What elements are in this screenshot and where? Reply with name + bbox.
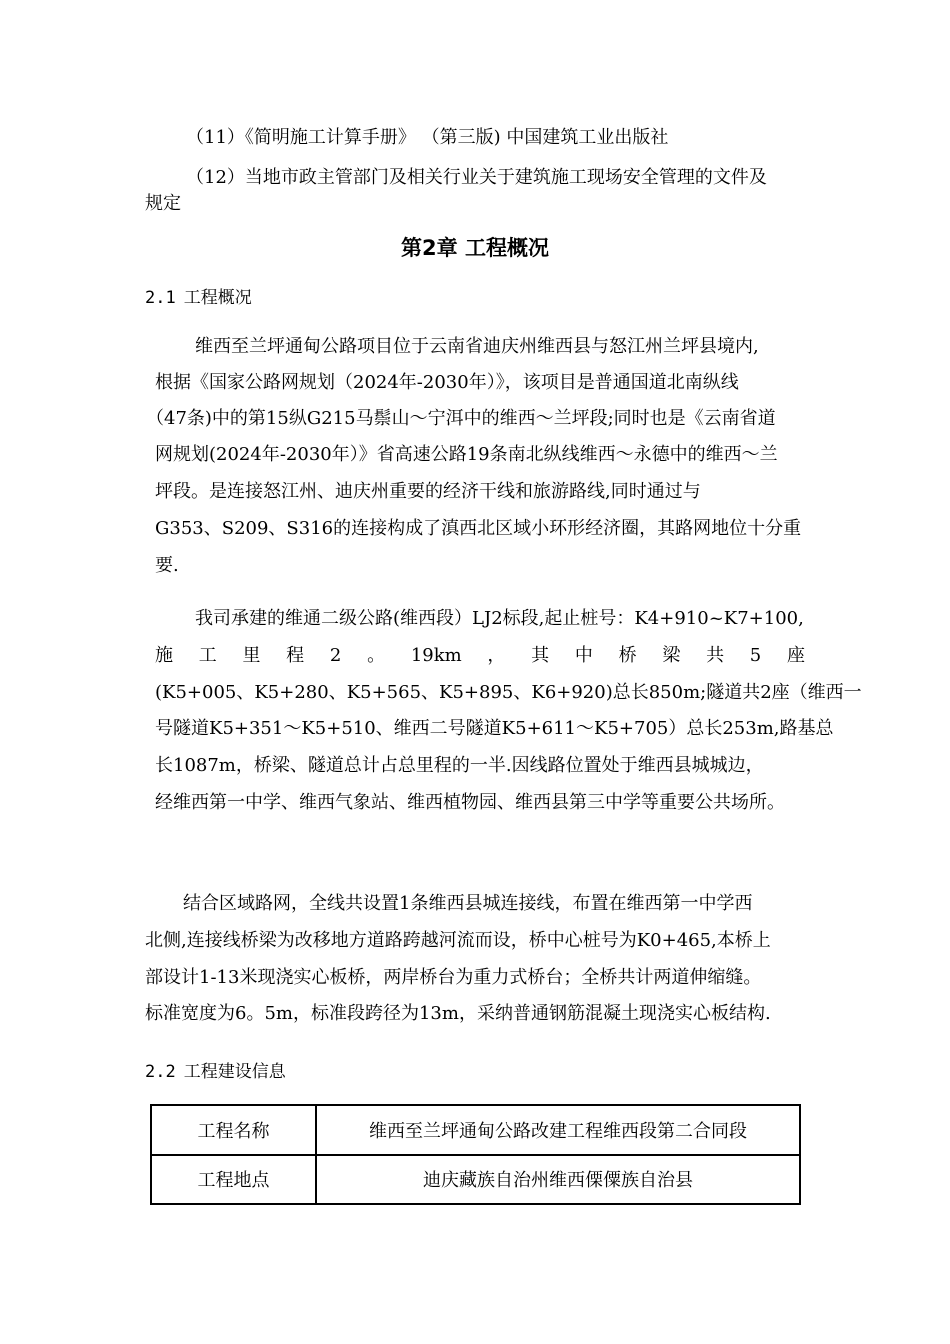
section-heading-2-1: [145, 283, 252, 308]
paragraph-line: 经维西第一中学、维西气象站、维西植物园、维西县第三中学等重要公共场所。: [155, 792, 785, 813]
table-key-cell: 工程名称: [151, 1105, 316, 1155]
paragraph-line: （47条)中的第15纵G215马鬃山～宁洱中的维西～兰坪段;同时也是《云南省道: [146, 408, 776, 429]
paragraph-line: 标准宽度为6。5m，标准段跨径为13m，采纳普通钢筋混凝土现浇实心板结构.: [145, 1003, 771, 1024]
table-key-cell: 工程地点: [151, 1155, 316, 1205]
project-info-table: [150, 1104, 801, 1205]
paragraph-line: 北侧,连接线桥梁为改移地方道路跨越河流而设，桥中心桩号为K0+465,本桥上: [145, 930, 771, 951]
reference-item-12: （12）当地市政主管部门及相关行业关于建筑施工现场安全管理的文件及: [186, 167, 767, 188]
section-number: 2.1: [145, 288, 176, 308]
section-label: 工程建设信息: [183, 1062, 286, 1082]
reference-item-12-continued: 规定: [145, 193, 181, 214]
paragraph-line: 坪段。是连接怒江州、迪庆州重要的经济干线和旅游路线,同时通过与: [155, 481, 701, 502]
paragraph-line: 长1087m，桥梁、隧道总计占总里程的一半.因线路位置处于维西县城城边，: [155, 755, 764, 776]
paragraph-line: 号隧道K5+351～K5+510、维西二号隧道K5+611～K5+705）总长253m,路基总: [155, 718, 834, 739]
paragraph-line: 部设计1-13米现浇实心板桥，两岸桥台为重力式桥台；全桥共计两道伸缩缝。: [145, 967, 762, 988]
paragraph-line: 结合区域路网，全线共设置1条维西县城连接线，布置在维西第一中学西: [183, 893, 753, 914]
reference-item-11: （11）《简明施工计算手册》 （第三版) 中国建筑工业出版社: [186, 127, 669, 148]
paragraph-line: 我司承建的维通二级公路(维西段）LJ2标段,起止桩号：K4+910~K7+100,: [195, 608, 804, 629]
table-value-cell: 维西至兰坪通甸公路改建工程维西段第二合同段: [316, 1105, 800, 1155]
section-label: 工程概况: [183, 288, 252, 308]
table-row: [151, 1105, 800, 1155]
table-row: [151, 1155, 800, 1205]
paragraph-line: 根据《国家公路网规划（2024年-2030年）》，该项目是普通国道北南纵线: [155, 372, 739, 393]
chapter-title: 第2章 工程概况: [401, 236, 549, 260]
table-value-cell: 迪庆藏族自治州维西傈僳族自治县: [316, 1155, 800, 1205]
paragraph-line: (K5+005、K5+280、K5+565、K5+895、K6+920)总长850m;隧道共2座（维西一: [155, 682, 862, 703]
paragraph-line: 施工里程2。19km，其中桥梁共5座: [155, 645, 805, 666]
section-heading-2-2: [145, 1057, 286, 1082]
paragraph-line: G353、S209、S316的连接构成了滇西北区域小环形经济圈，其路网地位十分重: [155, 518, 802, 539]
paragraph-line: 维西至兰坪通甸公路项目位于云南省迪庆州维西县与怒江州兰坪县境内,: [195, 336, 759, 357]
paragraph-line: 网规划(2024年-2030年）》省高速公路19条南北纵线维西～永德中的维西～兰: [155, 444, 778, 465]
paragraph-line: 要.: [155, 555, 179, 576]
section-number: 2.2: [145, 1062, 176, 1082]
